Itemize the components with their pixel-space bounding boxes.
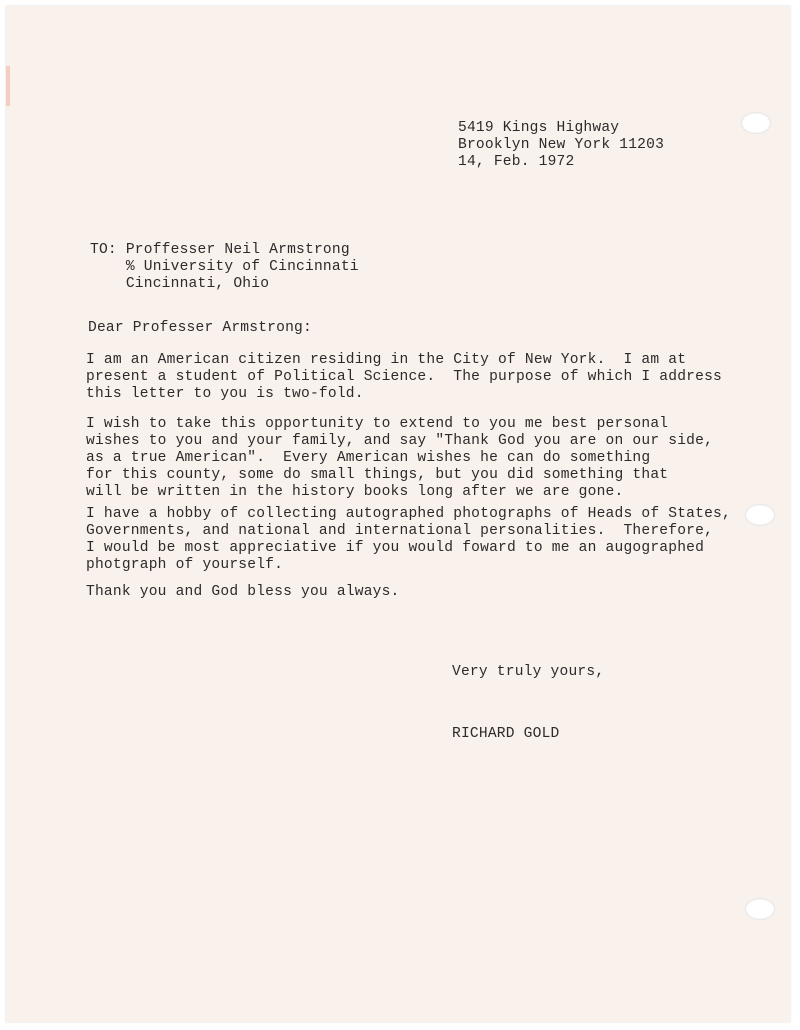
paragraph-line: as a true American". Every American wishes he can do something <box>86 450 651 466</box>
closing-line: Thank you and God bless you always. <box>86 584 400 600</box>
paragraph-line: will be written in the history books long after we are gone. <box>86 484 624 500</box>
paragraph-line: Governments, and national and international personalities. Therefore, <box>86 523 714 539</box>
paragraph-line: wishes to you and your family, and say "Thank God you are on our side, <box>86 433 714 449</box>
recipient-institution: % University of Cincinnati <box>90 259 359 275</box>
paragraph-line: I have a hobby of collecting autographed photographs of Heads of States, <box>86 506 731 522</box>
paragraph-line: I am an American citizen residing in the City of New York. I am at <box>86 352 687 368</box>
recipient-city: Cincinnati, Ohio <box>90 276 270 292</box>
paragraph-line: photgraph of yourself. <box>86 557 284 573</box>
recipient-block <box>90 242 359 293</box>
sender-city: Brooklyn New York 11203 <box>458 137 665 153</box>
punch-hole-middle <box>745 504 775 526</box>
recipient-name: TO: Proffesser Neil Armstrong <box>90 242 350 258</box>
paragraph-line: for this county, some do small things, but you did something that <box>86 467 669 483</box>
paper-stain <box>6 66 10 106</box>
letter-page <box>6 6 790 1022</box>
punch-hole-bottom <box>745 898 775 920</box>
paragraph-line: present a student of Political Science. The purpose of which I address <box>86 369 722 385</box>
sender-address-block <box>458 120 664 171</box>
paragraph-1 <box>86 352 722 403</box>
paragraph-line: I wish to take this opportunity to extend to you me best personal <box>86 416 669 432</box>
letter-date: 14, Feb. 1972 <box>458 154 575 170</box>
paragraph-2 <box>86 416 713 501</box>
paragraph-3 <box>86 506 731 574</box>
sender-street: 5419 Kings Highway <box>458 120 620 136</box>
punch-hole-top <box>741 112 771 134</box>
signoff: Very truly yours, <box>452 664 605 680</box>
salutation: Dear Professer Armstrong: <box>88 320 312 336</box>
paragraph-line: this letter to you is two-fold. <box>86 386 364 402</box>
paragraph-line: I would be most appreciative if you would foward to me an augographed <box>86 540 705 556</box>
signature-name: RICHARD GOLD <box>452 726 560 742</box>
